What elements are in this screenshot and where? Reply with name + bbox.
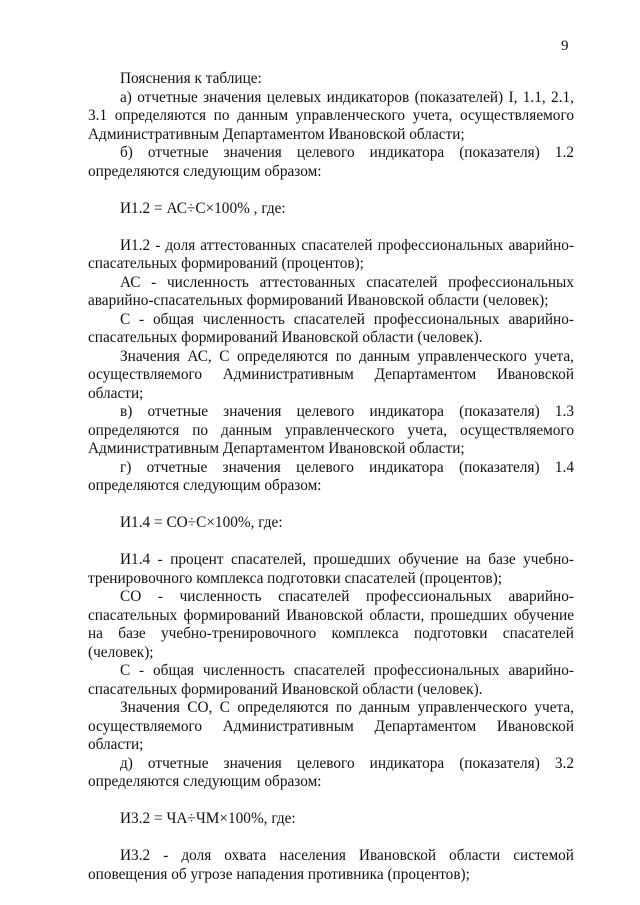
paragraph-b: б) отчетные значения целевого индикатора (показателя) 1.2 определяются следующим образом: <box>88 144 574 180</box>
values-as-c-note: Значения АС, С определяются по данным управленческого учета, осуществляемого Административным Департаментом Ивановской области; <box>88 347 574 402</box>
definition-i1-4: И1.4 - процент спасателей, прошедших обучение на базе учебно-тренировочного комплекса подготовки спасателей (процентов); <box>88 551 574 587</box>
definition-as: АС - численность аттестованных спасателей профессиональных аварийно-спасательных формирований Ивановской области (человек); <box>88 273 574 309</box>
paragraph-a: а) отчетные значения целевых индикаторов (показателей) I, 1.1, 2.1, 3.1 определяются по данным управленческого учета, осуществляемого Административным Департаментом Ивановской области; <box>88 88 574 143</box>
formula-i1-2: И1.2 = АС÷С×100% , где: <box>120 199 286 217</box>
paragraph-v: в) отчетные значения целевого индикатора (показателя) 1.3 определяются по данным управленческого учета, осуществляемого Административным Департаментом Ивановской области; <box>88 403 574 457</box>
table-notes-heading: Пояснения к таблице: <box>120 70 262 87</box>
paragraph-g: г) отчетные значения целевого индикатора (показателя) 1.4 определяются следующим образом: <box>88 458 574 494</box>
page-number: 9 <box>561 38 569 54</box>
formula-i3-2: И3.2 = ЧА÷ЧМ×100%, где: <box>120 810 296 827</box>
definition-i3-2: И3.2 - доля охвата населения Ивановской области системой оповещения об угрозе нападения противника (процентов); <box>88 847 574 883</box>
formula-i1-4: И1.4 = СО÷С×100%, где: <box>120 514 283 531</box>
paragraph-d: д) отчетные значения целевого индикатора (показателя) 3.2 определяются следующим образом: <box>88 754 574 790</box>
definition-so: СО - численность спасателей профессиональных аварийно-спасательных формирований Ивановской области, прошедших обучение на базе учебно-тренировочного комплекса подготовки спасателей (человек); <box>88 588 574 661</box>
definition-c-2: С - общая численность спасателей профессиональных аварийно-спасательных формирований Ивановской области (человек). <box>88 662 574 698</box>
definition-i1-2: И1.2 - доля аттестованных спасателей профессиональных аварийно-спасательных формирований (процентов); <box>88 236 574 272</box>
document-body <box>88 70 574 884</box>
definition-c: С - общая численность спасателей профессиональных аварийно-спасательных формирований Ивановской области (человек). <box>88 310 574 346</box>
values-so-c-note: Значения СО, С определяются по данным управленческого учета, осуществляемого Административным Департаментом Ивановской области; <box>88 699 574 753</box>
